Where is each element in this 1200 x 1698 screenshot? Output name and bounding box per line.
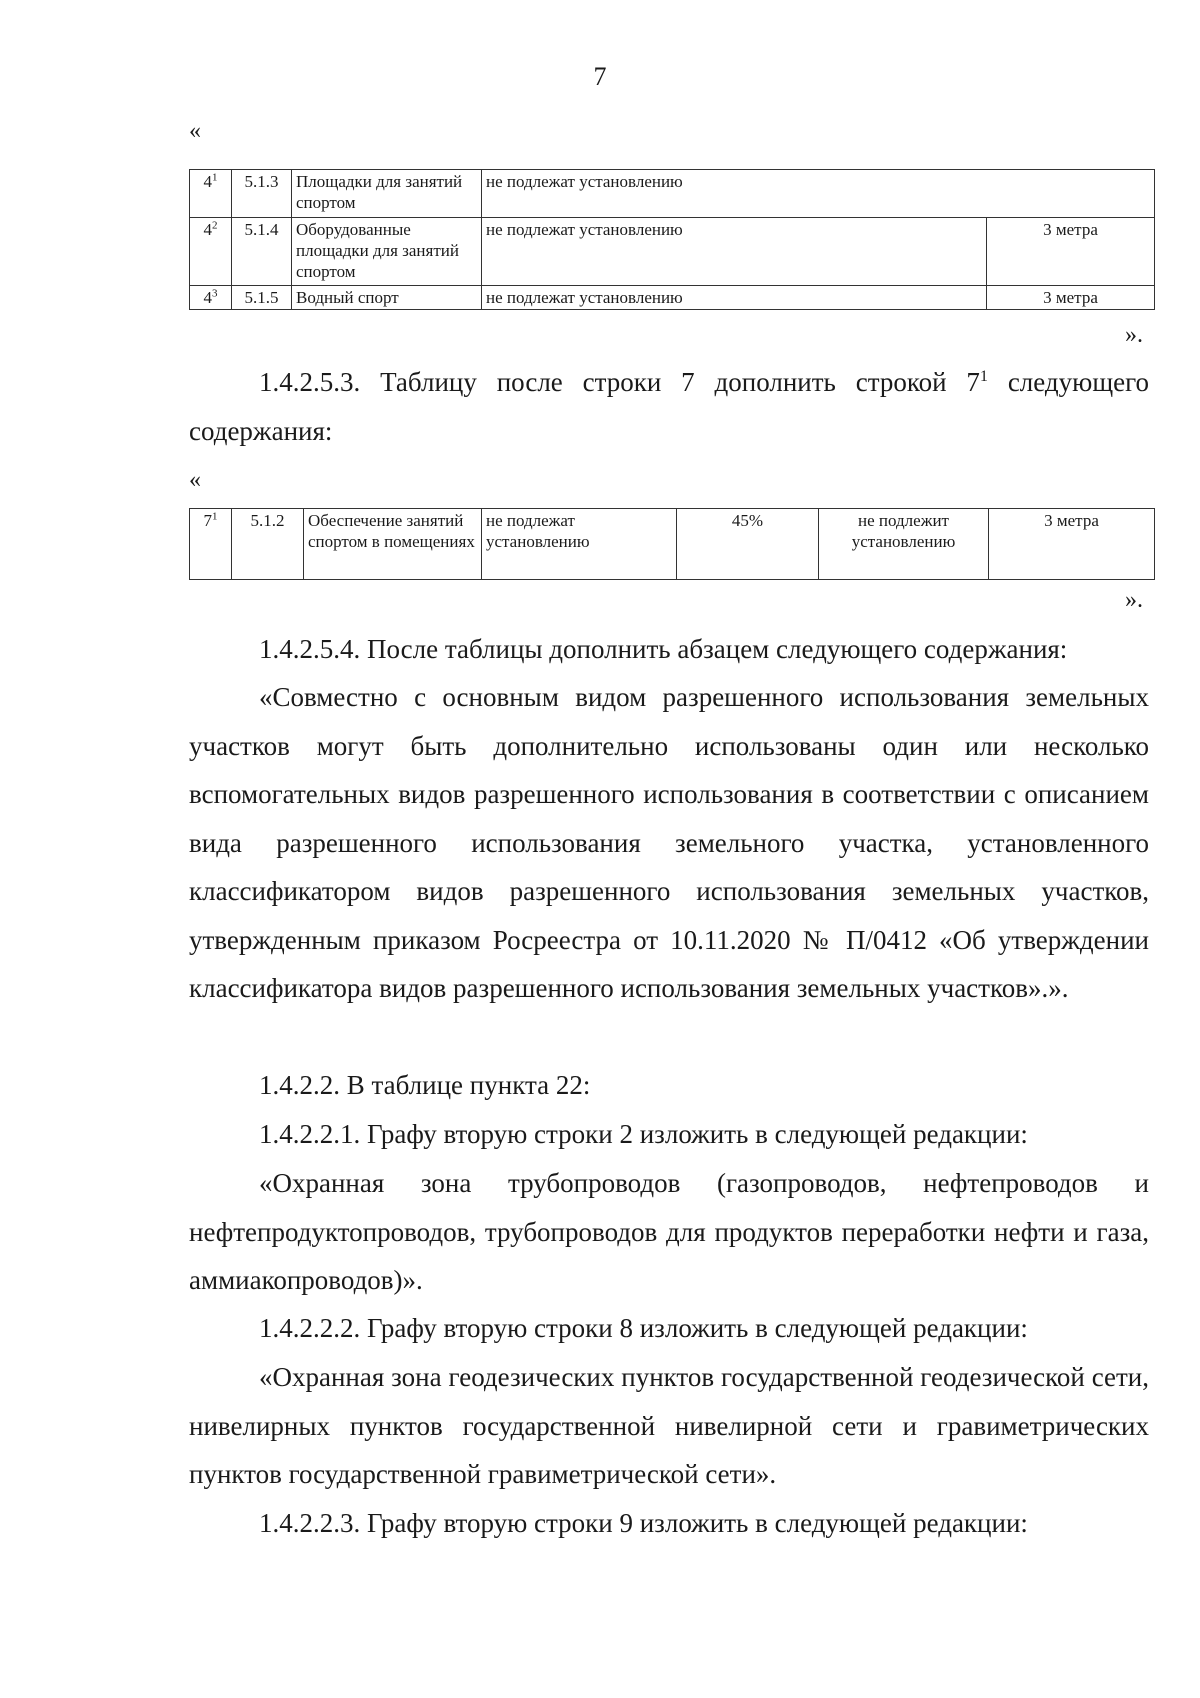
row-number: $4^1$ [190, 170, 232, 218]
row-name: Водный спорт [292, 286, 482, 310]
paragraph-1-4-2-2-2: 1.4.2.2.2. Графу вторую строки 8 изложить в следующей редакции: [259, 1313, 1028, 1343]
open-quote-2: « [189, 467, 201, 493]
close-quote-1: ». [1125, 322, 1143, 348]
row-code: 5.1.2 [232, 509, 304, 580]
row-number: $7^1$ [190, 509, 232, 580]
table-row [190, 286, 1155, 310]
row-number: $4^2$ [190, 218, 232, 286]
row-name: Обеспечение занятий спортом в помещениях [304, 509, 482, 580]
row-code: 5.1.3 [232, 170, 292, 218]
table-1 [189, 169, 1155, 310]
row-distance: 3 метра [987, 218, 1155, 286]
paragraph-quote-truboprovody: «Охранная зона трубопроводов (газопроводов, нефтепроводов и нефтепродуктопроводов, трубопроводов для продуктов переработки нефти и газа, аммиакопроводов)». [189, 1168, 1149, 1295]
page-number: 7 [593, 62, 607, 91]
row-number: $4^3$ [190, 286, 232, 310]
row-name: Оборудованные площадки для занятий спортом [292, 218, 482, 286]
paragraph-1-4-2-2: 1.4.2.2. В таблице пункта 22: [259, 1070, 591, 1100]
table-2 [189, 508, 1155, 580]
row-value: не подлежат установлению [482, 218, 987, 286]
open-quote-1: « [189, 118, 201, 144]
table-row [190, 170, 1155, 218]
table-row [190, 509, 1155, 580]
paragraph-quote-sovmestno: «Совместно с основным видом разрешенного использования земельных участков могут быть дополнительно использованы один или несколько вспомогательных видов разрешенного использования в соответствии с описанием вида разрешенного использования земельного участка, установленного классификатором видов разрешенного использования земельных участков, утвержденным приказом Росреестра от 10.11.2020 № П/0412 «Об утверждении классификатора видов разрешенного использования земельных участков».». [189, 682, 1149, 1003]
row-distance: 3 метра [987, 286, 1155, 310]
row-distance: 3 метра [989, 509, 1155, 580]
row-code: 5.1.5 [232, 286, 292, 310]
paragraph-quote-geodezicheskie: «Охранная зона геодезических пунктов государственной геодезической сети, нивелирных пунктов государственной нивелирной сети и гравиметрических пунктов государственной гравиметрической сети». [189, 1362, 1149, 1489]
row-code: 5.1.4 [232, 218, 292, 286]
paragraph-1-4-2-2-1: 1.4.2.2.1. Графу вторую строки 2 изложить в следующей редакции: [259, 1119, 1028, 1149]
row-value: не подлежат установлению [482, 509, 677, 580]
paragraph-1-4-2-5-3: 1.4.2.5.3. Таблицу после строки 7 дополнить строкой $7^1$ следующего содержания: [189, 367, 1149, 446]
row-name: Площадки для занятий спортом [292, 170, 482, 218]
table-row [190, 218, 1155, 286]
row-value: не подлежат установлению [482, 286, 987, 310]
row-value-2: не подлежит установлению [819, 509, 989, 580]
paragraph-1-4-2-2-3: 1.4.2.2.3. Графу вторую строки 9 изложить в следующей редакции: [259, 1508, 1028, 1538]
row-percent: 45% [677, 509, 819, 580]
paragraph-1-4-2-5-4: 1.4.2.5.4. После таблицы дополнить абзацем следующего содержания: [259, 634, 1068, 664]
close-quote-2: ». [1125, 587, 1143, 613]
row-value: не подлежат установлению [482, 170, 1155, 218]
